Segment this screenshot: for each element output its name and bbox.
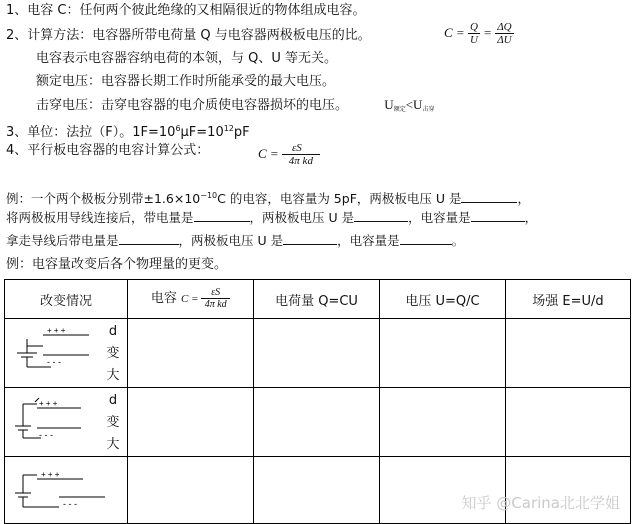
example-text: ，电容量是	[337, 233, 400, 248]
u-breakdown: <U	[405, 97, 423, 112]
exponent: −10	[200, 191, 218, 200]
field-answer-cell[interactable]	[506, 388, 631, 457]
example-text: 例：一个两个极板分别带±1.6×10	[6, 191, 201, 206]
capacitance-answer-cell[interactable]	[128, 388, 254, 457]
exponent: 6	[175, 124, 181, 133]
unit-text: pF	[233, 125, 250, 140]
example-text: ，两极板电压 U 是	[249, 210, 355, 225]
charge-answer-cell[interactable]	[254, 319, 380, 388]
header-charge: 电荷量 Q=CU	[254, 280, 380, 319]
parallel-plate-formula	[258, 143, 320, 167]
point-2: 2、计算方法：电容器所带电荷量 Q 与电容器两极板电压的比。	[6, 28, 371, 43]
example-1-line-2	[6, 209, 537, 227]
capacitance-answer-cell[interactable]	[128, 319, 254, 388]
example-text: ，两极板电压 U 是	[178, 233, 284, 248]
breakdown-text: 击穿电压：击穿电容器的电介质使电容器损坏的电压。	[36, 98, 349, 113]
punctuation: ，	[524, 210, 538, 225]
fraction-dq-du	[495, 22, 513, 46]
capacitor-circuit-diagram	[11, 325, 97, 371]
subscript-breakdown: 击穿	[422, 106, 435, 113]
capacitance-answer-cell[interactable]	[128, 457, 254, 524]
punctuation: 。	[451, 233, 465, 248]
example-1-line-1	[6, 187, 530, 208]
capacitance-formula	[180, 287, 230, 311]
formula-lhs: C =	[444, 24, 465, 40]
answer-blank[interactable]	[461, 190, 517, 203]
u-rated: U	[384, 97, 394, 112]
denominator: ΔU	[497, 34, 512, 46]
capacitor-circuit-diagram	[11, 463, 111, 513]
label-char: 变	[106, 346, 120, 361]
answer-blank[interactable]	[471, 209, 525, 222]
point-3-units	[6, 120, 250, 142]
exponent: 12	[223, 124, 234, 133]
label-char: 变	[106, 415, 120, 430]
capacitance-meaning: 电容表示电容器容纳电荷的本领，与 Q、U 等无关。	[36, 51, 338, 66]
label-char: 大	[106, 368, 120, 383]
minus-charges: - - -	[47, 357, 61, 367]
change-cell	[5, 319, 128, 388]
plus-charges: + + +	[47, 326, 66, 335]
capacitance-definition-formula	[444, 22, 514, 46]
point-1: 1、电容 C：任何两个彼此绝缘的又相隔很近的物体组成电容。	[6, 3, 366, 18]
change-cell	[5, 457, 128, 524]
change-label	[103, 321, 123, 387]
numerator: εS	[201, 287, 230, 299]
punctuation: ，	[517, 191, 530, 206]
minus-charges: - - -	[39, 430, 53, 440]
charge-answer-cell[interactable]	[254, 457, 380, 524]
fraction-es-4pikd	[201, 287, 230, 311]
voltage-answer-cell[interactable]	[380, 388, 506, 457]
fraction-q-u	[468, 22, 480, 46]
table-header-row	[5, 280, 631, 319]
example-text: 将两极板用导线连接后，带电量是	[6, 210, 194, 225]
header-field: 场强 E=U/d	[506, 280, 631, 319]
table-row	[5, 388, 631, 457]
example-1-line-3	[6, 232, 464, 250]
rated-voltage: 额定电压：电容器长期工作时所能承受的最大电压。	[36, 74, 336, 89]
charge-answer-cell[interactable]	[254, 388, 380, 457]
field-answer-cell[interactable]	[506, 457, 631, 524]
denominator: U	[469, 34, 478, 46]
unit-text: μF=10	[180, 125, 224, 140]
fraction-es-4pikd	[282, 143, 320, 167]
minus-charges: - - -	[63, 499, 77, 509]
denominator: 4π kd	[204, 299, 227, 311]
equals-sign: =	[483, 24, 492, 40]
answer-blank[interactable]	[400, 232, 452, 245]
header-change: 改变情况	[5, 280, 128, 319]
numerator: Q	[469, 21, 478, 33]
numerator: εS	[282, 143, 320, 155]
answer-blank[interactable]	[354, 209, 408, 222]
formula-lhs: C =	[258, 145, 279, 161]
watermark: 知乎 @Carina北北学姐	[461, 494, 620, 512]
change-cell	[5, 388, 128, 457]
breakdown-voltage	[36, 96, 434, 119]
voltage-answer-cell[interactable]	[380, 319, 506, 388]
change-label	[103, 390, 123, 456]
plus-charges: + + +	[41, 470, 60, 479]
subscript-rated: 额定	[393, 106, 406, 113]
example-2: 例：电容量改变后各个物理量的更变。	[6, 257, 228, 272]
formula-lhs: C =	[180, 292, 199, 305]
capacitance-label: 电容	[150, 290, 177, 306]
label-char: d	[108, 324, 118, 339]
answer-blank[interactable]	[194, 209, 250, 222]
point-4: 4、平行板电容器的电容计算公式：	[6, 143, 210, 158]
capacitor-circuit-diagram	[11, 394, 97, 444]
plus-charges: + + +	[39, 399, 58, 408]
example-text: 拿走导线后带电量是	[6, 233, 119, 248]
answer-blank[interactable]	[283, 232, 337, 245]
voltage-answer-cell[interactable]	[380, 457, 506, 524]
table-row	[5, 319, 631, 388]
label-char: d	[108, 393, 118, 408]
numerator: ΔQ	[497, 21, 512, 33]
header-capacitance	[128, 280, 254, 319]
example-text: ，电容量是	[408, 210, 471, 225]
change-table	[4, 279, 631, 524]
denominator: 4π kd	[288, 155, 313, 167]
field-answer-cell[interactable]	[506, 319, 631, 388]
label-char: 大	[106, 437, 120, 452]
table-row	[5, 457, 631, 524]
unit-text: 3、单位：法拉（F）。1F=10	[6, 125, 176, 140]
header-voltage: 电压 U=Q/C	[380, 280, 506, 319]
example-text: C 的电容，电容量为 5pF，两极板电压 U 是	[217, 191, 462, 206]
answer-blank[interactable]	[119, 232, 179, 245]
